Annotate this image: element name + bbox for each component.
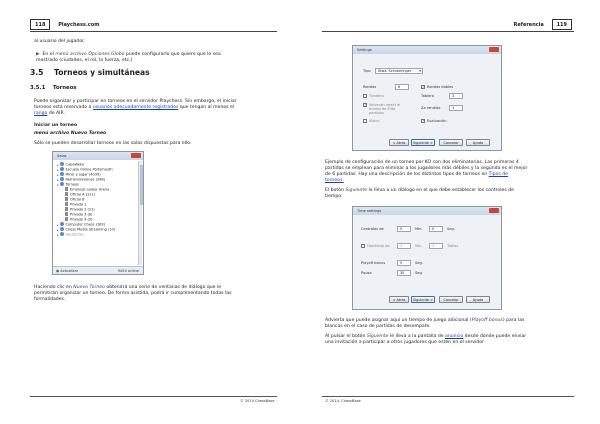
time-settings-dialog	[352, 206, 502, 310]
verified-label: Volverán reject el torneo de Elite partidas	[369, 103, 401, 115]
footer-rule	[30, 396, 277, 397]
tree-row[interactable]: ▸ Mirar y jugar (4039)	[57, 172, 101, 177]
para1-line1: Ejemplo de configuración de un torneo por KO con dos eliminatorias. Las primeras 4	[325, 160, 519, 165]
rounds-label: Rondas	[363, 85, 377, 89]
rooms-statusbar	[53, 266, 143, 274]
tables-input[interactable]: 3	[449, 93, 463, 99]
scrollbar[interactable]	[138, 161, 142, 265]
tree-row[interactable]: Privado 3 (8)	[65, 212, 92, 218]
tree-row[interactable]: Oficial A (111)	[65, 192, 95, 198]
close-icon[interactable]	[489, 208, 499, 213]
tree-row[interactable]: Oficial B	[65, 197, 85, 203]
pause-unit: Seg.	[415, 271, 423, 275]
free-label: Tiradero	[369, 94, 384, 98]
header-title: Referencia	[513, 22, 544, 28]
room-icon	[60, 172, 64, 176]
room-icon	[60, 177, 64, 181]
para4-line1: Al pulsar el botón Siguiente le lleva a la pantalla de anuncio desde donde puede enviar	[325, 334, 527, 339]
para1-line3: de 6 partidas. Hay una descripción de los distintos tipos de torneos en Tipos de	[325, 172, 508, 177]
header-rule	[322, 31, 574, 32]
tree-row[interactable]: Emanuel Lasker Arena	[65, 187, 109, 193]
tree-row[interactable]: ▸ Chess Media Streaming (10)	[57, 227, 116, 232]
next-button[interactable]: Siguiente >	[411, 296, 435, 303]
room-icon	[60, 232, 64, 236]
tree-row[interactable]: Privado 1	[65, 202, 86, 208]
back-button[interactable]: < Atrás	[389, 296, 409, 303]
para2: Sólo se pueden desarrollar torneos en las salas dispuestas para ello.	[34, 141, 192, 146]
refresh-button[interactable]: ● Actualizar	[56, 268, 79, 273]
playoff-label: Playoff bonus	[361, 261, 386, 265]
tree-row[interactable]: ▸ Computer Chess (183)	[57, 222, 106, 227]
scrollbar-thumb[interactable]	[140, 165, 143, 205]
double-rounds-label: Rondas dobles	[427, 85, 454, 89]
header-title: Playchess.com	[58, 22, 100, 28]
pawn-icon	[65, 207, 68, 211]
pawn-icon	[65, 217, 68, 221]
subsection-heading: 3.5.1 Torneos	[30, 85, 77, 91]
tree-row[interactable]: ▾ Torneos	[57, 182, 79, 187]
para3-line2: permitirán organizar un torneo. De forma asistida, podrá ir cumplimentando todas las	[34, 291, 232, 296]
menu-line-cont: mostrado (ciudades, el rol, la fuerza, etc.)	[36, 58, 133, 63]
cancel-button[interactable]: Cancelar	[439, 296, 463, 303]
page-number: 118	[30, 19, 50, 30]
para1-line3: rango de AIR.	[34, 111, 66, 116]
eval-checkbox[interactable]: ✓	[422, 119, 425, 123]
room-icon	[60, 182, 64, 186]
para2-line2: tiempo:	[325, 194, 343, 199]
para4-line2: una invitación a participar a otros jugadores que estén en el servidor	[325, 340, 484, 345]
section-heading: 3.5 Torneos y simultáneas	[30, 68, 150, 77]
rounds-input[interactable]: 6	[395, 84, 409, 90]
intro-bullet: al usuario del jugador.	[34, 39, 86, 44]
playoff-input[interactable]: 5	[397, 260, 411, 266]
verified-checkbox[interactable]: ✓	[364, 103, 367, 107]
refresh-icon: ●	[56, 268, 60, 273]
cancel-button[interactable]: Cancelar	[439, 139, 463, 146]
playoff-unit: Seg.	[415, 261, 423, 265]
settings-titlebar: Settings	[353, 46, 501, 54]
vision-label: Vision	[369, 119, 380, 123]
rooms-window	[52, 151, 144, 275]
para1-line2: partidas se emplean para eliminar a los jugadores más débiles y la segunda es el mejor	[325, 166, 528, 171]
pause-input[interactable]: 30	[397, 270, 411, 276]
tree-row[interactable]: Privado 2 (21)	[65, 207, 95, 213]
zone-input[interactable]: 3	[449, 105, 463, 111]
handicap-minutes-unit: Min.	[415, 244, 423, 248]
tree-row[interactable]: ▸ CapaWeka	[57, 162, 84, 167]
footer-text: © 2014, ChessBase	[325, 399, 361, 403]
vision-checkbox[interactable]	[363, 119, 367, 123]
time-titlebar: Time settings	[353, 207, 501, 215]
page-number: 119	[552, 19, 572, 30]
settings-dialog	[352, 45, 502, 151]
pause-label: Pausa	[361, 271, 372, 275]
eval-label: Evaluación	[427, 119, 447, 123]
help-button[interactable]: Ayuda	[466, 139, 490, 146]
seconds-input[interactable]: 0	[429, 226, 443, 232]
room-icon	[60, 222, 64, 226]
para3-line1: Haciendo clic en Nuevo Torneo obtendrá una serie de ventanas de diálogo que le	[34, 285, 222, 290]
pawn-icon	[65, 192, 68, 196]
handicap-tables-unit: Tablas	[447, 244, 459, 248]
type-label: Tipo	[363, 69, 371, 73]
rank-link[interactable]: rango	[34, 111, 48, 116]
para3-line3: formalidades.	[34, 297, 66, 302]
para3-line1: Advierta que puede asignar aquí un tiempo de juego adicional (Playoff bonus) para las	[325, 318, 525, 323]
rooms-titlebar: Salas	[53, 152, 143, 160]
pawn-icon	[65, 212, 68, 216]
left-header	[30, 19, 99, 30]
handicap-minutes-input[interactable]: 1	[397, 243, 411, 249]
para3-line2: blancas en el caso de partidas de desempate.	[325, 324, 431, 329]
para1-line1: Puede organizar y participar en torneos en el servidor Playchess. Sin embargo, el iniciar	[34, 99, 237, 104]
bold-heading: Iniciar un torneo	[34, 123, 78, 128]
room-icon	[60, 167, 64, 171]
seconds-unit: Seg.	[447, 227, 455, 231]
para1-line4	[325, 178, 344, 184]
handicap-tables-input[interactable]: 1	[429, 243, 443, 249]
zone-label: Za rendida	[421, 106, 441, 110]
right-header	[514, 19, 572, 30]
room-icon	[60, 227, 64, 231]
tournament-types-link-cont[interactable]: torneos.	[325, 178, 344, 183]
chevron-down-icon: ▾	[419, 69, 421, 73]
pawn-icon	[65, 202, 68, 206]
controls-label: Controles de	[361, 227, 384, 231]
double-rounds-checkbox[interactable]: ✓	[422, 85, 425, 89]
close-icon[interactable]	[489, 47, 499, 52]
right-page	[300, 0, 600, 424]
tree-row[interactable]: ▸ Deutscher...	[57, 232, 87, 237]
footer-text: © 2014 ChessBase	[240, 399, 275, 403]
close-icon[interactable]	[131, 153, 141, 158]
tree-row[interactable]: Privado 4 (9)	[65, 217, 92, 223]
minutes-input[interactable]: 5	[397, 226, 411, 232]
next-button[interactable]: Siguiente >	[411, 139, 435, 146]
announcement-link[interactable]: anuncio	[445, 334, 464, 339]
tables-label: Tablero	[421, 94, 434, 98]
type-select[interactable]: Ktwa. Schneeringer ▾	[375, 68, 423, 74]
menu-line: ▶ En el menú archivo Opciones Globo puede configurarlo que quiere que le sea	[36, 52, 221, 57]
pawn-icon	[65, 197, 68, 201]
tree-row[interactable]: ▸ Escuela Online Portsmouth	[57, 167, 113, 172]
registered-users-link[interactable]: usuarios adecuadamente registrados	[92, 105, 179, 110]
back-button[interactable]: < Atrás	[389, 139, 409, 146]
footer-rule	[322, 396, 574, 397]
online-status: 9450 online	[117, 268, 139, 273]
help-button[interactable]: Ayuda	[466, 296, 490, 303]
tournament-types-link[interactable]: Tipos de	[488, 172, 508, 177]
para1-line2: torneos está reservado a usuarios adecuadamente registrados que tengan al menos el	[34, 105, 235, 110]
para2-line1: El botón Siguiente le lleva a un diálogo en el que debe establecer los controles de	[325, 188, 514, 193]
handicap-checkbox[interactable]	[361, 244, 365, 248]
room-icon	[60, 162, 64, 166]
menu-path: menú archivo Nuevo Torneo	[34, 131, 107, 136]
free-checkbox[interactable]	[363, 94, 367, 98]
handicap-label: Handicap de	[367, 244, 390, 248]
pawn-icon	[65, 187, 68, 191]
minutes-unit: Min.	[415, 227, 423, 231]
header-rule	[30, 31, 277, 32]
tree-row[interactable]: ▸ Retransmisiones (398)	[57, 177, 105, 182]
